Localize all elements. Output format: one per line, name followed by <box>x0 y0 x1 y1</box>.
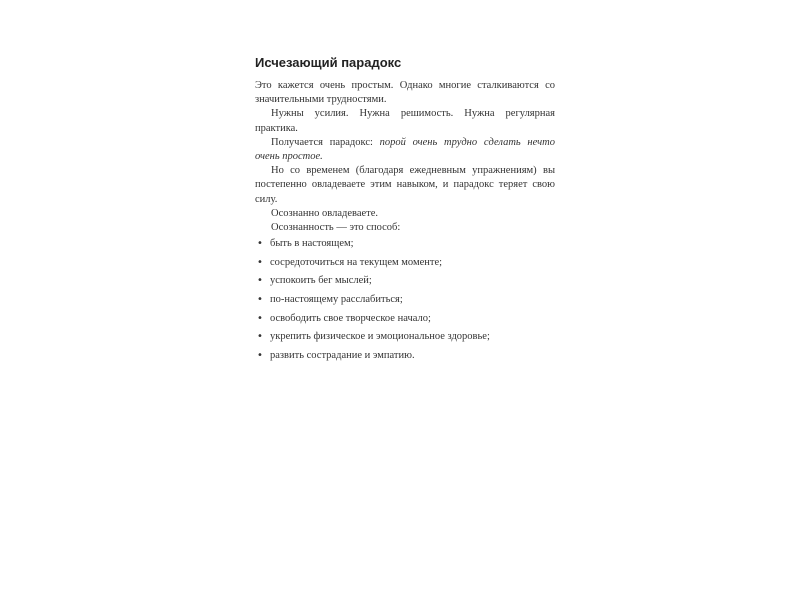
list-item <box>255 256 555 270</box>
list-item-text: по-настоящему расслабиться; <box>270 294 403 306</box>
list-item-text: быть в настоящем; <box>270 238 354 250</box>
bullet-icon: • <box>257 312 263 324</box>
bullet-icon: • <box>257 349 263 361</box>
list-item <box>255 349 555 363</box>
bullet-icon: • <box>257 275 263 287</box>
bullet-icon: • <box>257 331 263 343</box>
list-item <box>255 293 555 307</box>
paragraph-4: Но со временем (благодаря ежедневным упражнениям) вы постепенно овладеваете этим навыком, и парадокс теряет свою силу. <box>255 165 555 205</box>
list-item-text: успокоить бег мыслей; <box>270 275 372 287</box>
list-item-text: развить сострадание и эмпатию. <box>270 349 415 361</box>
paragraph-2: Нужны усилия. Нужна решимость. Нужна регулярная практика. <box>255 108 555 134</box>
page-content <box>255 55 555 367</box>
bullet-list <box>255 237 555 363</box>
paragraph-5: Осознанно овладеваете. <box>271 207 379 219</box>
list-item <box>255 274 555 288</box>
list-item <box>255 312 555 326</box>
list-item <box>255 237 555 251</box>
bullet-icon: • <box>257 256 263 268</box>
list-item-text: укрепить физическое и эмоциональное здоровье; <box>270 331 490 343</box>
paragraph-6: Осознанность — это способ: <box>271 222 401 234</box>
section-heading: Исчезающий парадокс <box>255 55 402 70</box>
bullet-icon: • <box>257 294 263 306</box>
paragraph-3 <box>255 136 555 164</box>
list-item-text: освободить свое творческое начало; <box>270 312 431 324</box>
paragraph-3-italic: порой очень трудно сделать нечто очень простое. <box>255 136 555 163</box>
list-item-text: сосредоточиться на текущем моменте; <box>270 256 443 268</box>
list-item <box>255 330 555 344</box>
bullet-icon: • <box>257 238 263 250</box>
paragraph-1: Это кажется очень простым. Однако многие сталкиваются со значительными трудностями. <box>255 80 555 106</box>
paragraph-3-text: Получается парадокс: <box>271 136 380 148</box>
